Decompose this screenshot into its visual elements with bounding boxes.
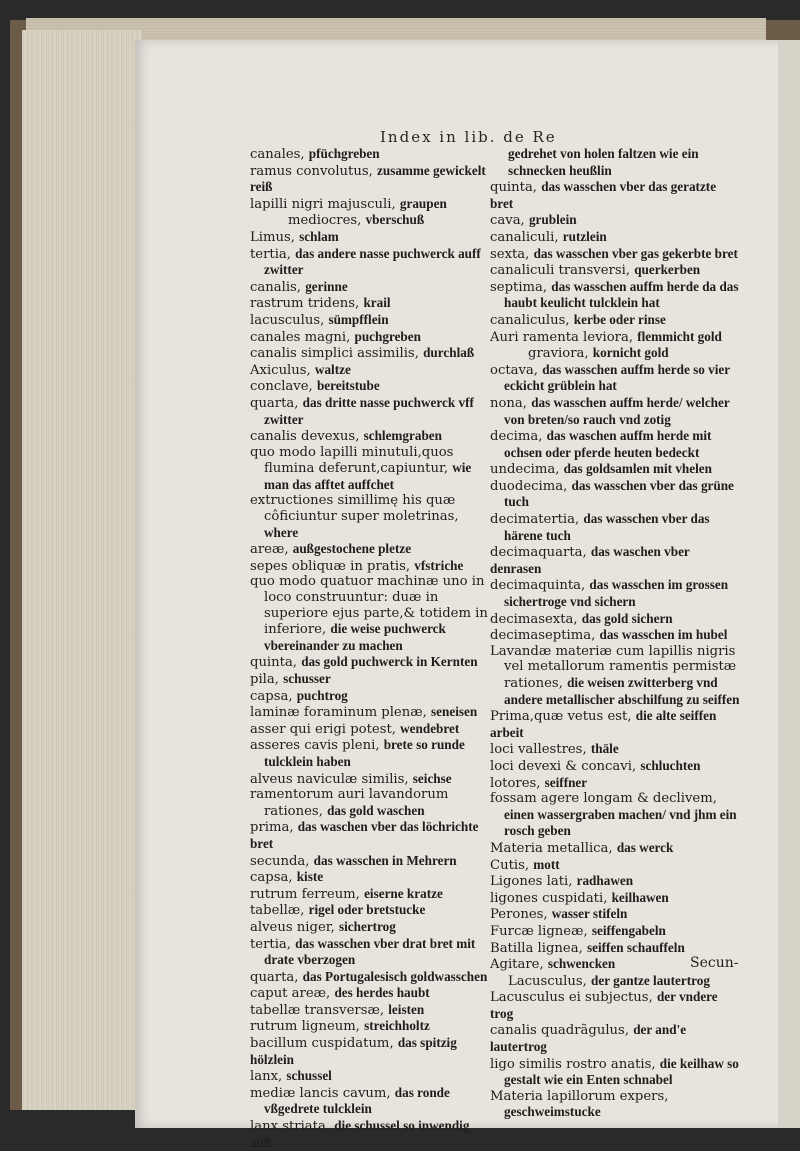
german-gloss: puchgreben <box>354 328 421 344</box>
index-entry <box>490 1022 740 1055</box>
latin-term: lapilli nigri majusculi, <box>250 196 400 212</box>
index-entry <box>490 312 740 329</box>
index-entry <box>250 819 490 852</box>
german-gloss: rutzlein <box>562 228 607 244</box>
index-entry <box>490 973 740 990</box>
german-gloss: das wasschen auffm herde so vier eckicht grüblein hat <box>504 361 730 394</box>
german-gloss: schluchten <box>640 757 701 773</box>
latin-term: decima, <box>490 429 547 445</box>
index-entry <box>250 853 490 870</box>
index-entry <box>490 279 740 312</box>
latin-term: tertia, <box>250 246 296 262</box>
german-gloss: gedrehet von holen faltzen wie ein schnecken heußlin <box>508 146 699 178</box>
index-entry <box>490 906 740 923</box>
latin-term: asser qui erigi potest, <box>250 721 401 737</box>
latin-term: Auri ramenta leviora, <box>490 329 638 345</box>
german-gloss: krail <box>363 295 391 311</box>
latin-term: cava, <box>490 213 529 229</box>
latin-term: lotores, <box>490 775 545 791</box>
index-entry <box>250 1118 490 1151</box>
latin-term: ramentorum auri lavandorum rationes, <box>250 787 449 819</box>
german-gloss: vberschuß <box>365 212 425 228</box>
index-entry <box>490 890 740 907</box>
german-gloss: wasser stifeln <box>551 906 628 922</box>
latin-term: Ligones lati, <box>490 874 577 890</box>
latin-term: extructiones simillimę his quæ côficiuntur super moletrinas, <box>250 493 459 525</box>
index-entry <box>250 493 490 541</box>
latin-term: canales magni, <box>250 329 355 345</box>
index-entry <box>250 558 490 575</box>
latin-term: canaliculus, <box>490 312 574 328</box>
german-gloss: pfüchgreben <box>308 146 380 161</box>
index-entry <box>490 428 740 461</box>
german-gloss: das spitzig hölzlein <box>250 1035 457 1067</box>
latin-term: loci vallestres, <box>490 742 591 758</box>
index-entry <box>490 146 740 179</box>
index-entry <box>250 886 490 903</box>
german-gloss: wie man das afftet auffchet <box>264 460 472 492</box>
index-entry <box>490 923 740 940</box>
german-gloss: kiste <box>296 869 324 885</box>
latin-term: mediæ lancis cavum, <box>250 1085 395 1101</box>
german-gloss: wendebret <box>400 720 460 736</box>
latin-term: Prima,quæ vetus est, <box>490 709 636 725</box>
german-gloss: seichse <box>412 770 452 786</box>
german-gloss: mott <box>533 856 560 872</box>
german-gloss: eiserne kratze <box>364 885 443 901</box>
german-gloss: das gold sichern <box>581 610 673 626</box>
german-gloss: radhawen <box>576 873 634 889</box>
german-gloss: schussel <box>286 1068 332 1084</box>
latin-term: quinta, <box>490 180 542 196</box>
latin-term: Agitare, <box>490 957 548 973</box>
index-entry <box>490 840 740 857</box>
index-entry <box>490 179 740 212</box>
german-gloss: des herdes haubt <box>334 985 430 1001</box>
index-entry <box>250 229 490 246</box>
latin-term: quinta, <box>250 655 302 671</box>
german-gloss: die alte seiffen arbeit <box>490 708 717 740</box>
index-entry <box>250 919 490 936</box>
german-gloss: puchtrog <box>296 687 348 703</box>
index-entry <box>250 654 490 671</box>
german-gloss: seiffengabeln <box>591 922 666 938</box>
latin-term: canalis, <box>250 279 306 295</box>
german-gloss: where <box>264 524 299 540</box>
index-entry <box>250 196 490 213</box>
latin-term: loci devexi & concavi, <box>490 758 641 774</box>
latin-term: tabellæ transversæ, <box>250 1002 389 1018</box>
german-gloss: zusamme gewickelt reiß <box>250 162 486 195</box>
german-gloss: bereitstube <box>316 378 380 394</box>
german-gloss: graupen <box>399 195 447 211</box>
index-entry <box>250 936 490 969</box>
german-gloss: das waschen auffm herde mit ochsen oder pferde heuten bedeckt <box>504 428 712 460</box>
index-entry <box>250 146 490 163</box>
latin-term: tertia, <box>250 936 296 952</box>
index-entry <box>490 708 740 741</box>
german-gloss: keilhawen <box>611 889 669 905</box>
index-entry <box>250 163 490 196</box>
latin-term: bacillum cuspidatum, <box>250 1036 398 1052</box>
latin-term: ligones cuspidati, <box>490 890 612 906</box>
index-entry <box>250 771 490 788</box>
index-column-right <box>490 146 740 1121</box>
latin-term: canales, <box>250 147 309 162</box>
latin-term: lanx striata, <box>250 1119 335 1135</box>
german-gloss: kerbe oder rinse <box>573 311 666 327</box>
german-gloss: das gold puchwerck in Kernten <box>301 654 478 670</box>
latin-term: decimaquarta, <box>490 545 591 561</box>
german-gloss: seiffen schauffeln <box>586 939 685 955</box>
index-entry <box>490 229 740 246</box>
latin-term: octava, <box>490 362 543 378</box>
index-entry <box>250 671 490 688</box>
index-entry <box>250 445 490 494</box>
latin-term: areæ, <box>250 542 293 558</box>
index-entry <box>490 577 740 610</box>
german-gloss: das ronde vßgedrete tulcklein <box>264 1084 450 1117</box>
german-gloss: die weise puchwerck vbereinander zu machen <box>264 621 446 653</box>
index-entry <box>490 940 740 957</box>
facing-page-edge <box>778 40 800 1128</box>
index-entry <box>250 378 490 395</box>
index-entry <box>250 869 490 886</box>
index-entry <box>490 857 740 874</box>
german-gloss: seneisen <box>431 704 478 720</box>
latin-term: capsa, <box>250 870 297 886</box>
latin-term: rutrum ferreum, <box>250 886 365 902</box>
catchword: Secun- <box>690 955 739 971</box>
latin-term: undecima, <box>490 462 564 478</box>
german-gloss: die keilhaw so gestalt wie ein Enten schnabel <box>504 1055 739 1088</box>
latin-term: Axiculus, <box>250 362 315 378</box>
index-entry <box>490 775 740 792</box>
latin-term: Lavandæ materiæ cum lapillis nigris vel metallorum ramentis permistæ rationes, <box>490 643 737 691</box>
index-entry <box>250 721 490 738</box>
latin-term: ramus convolutus, <box>250 163 377 179</box>
german-gloss: das wasschen vber das grüne tuch <box>504 477 734 510</box>
index-entry <box>250 737 490 770</box>
index-entry <box>490 758 740 775</box>
index-entry <box>250 1068 490 1085</box>
latin-term: tabellæ, <box>250 903 309 919</box>
german-gloss: das werck <box>616 839 674 855</box>
index-entry <box>250 1035 490 1068</box>
index-entry <box>250 902 490 919</box>
german-gloss: das andere nasse puchwerck auff zwitter <box>264 245 481 278</box>
latin-term: fossam agere longam & declivem, <box>490 791 717 807</box>
index-entry <box>250 969 490 986</box>
latin-term: alveus naviculæ similis, <box>250 771 413 787</box>
index-entry <box>490 989 740 1022</box>
german-gloss: das wasschen auffm herde da das haubt keulicht tulcklein hat <box>504 278 739 311</box>
index-entry <box>250 1002 490 1019</box>
index-entry <box>250 345 490 362</box>
german-gloss: kornicht gold <box>592 345 669 361</box>
german-gloss: schwencken <box>547 956 616 972</box>
index-entry <box>250 279 490 296</box>
latin-term: decimaquinta, <box>490 578 590 594</box>
latin-term: quo modo lapilli minutuli,quos flumina deferunt,capiuntur, <box>250 444 454 477</box>
latin-term: sexta, <box>490 246 534 262</box>
latin-term: sepes obliquæ in pratis, <box>250 558 415 574</box>
latin-term: secunda, <box>250 853 314 869</box>
index-entry <box>250 246 490 279</box>
index-entry <box>250 329 490 346</box>
german-gloss: schlemgraben <box>363 428 442 444</box>
german-gloss: der gantze lautertrog <box>591 972 710 988</box>
german-gloss: schlam <box>299 228 339 244</box>
latin-term: asseres cavis pleni, <box>250 738 384 754</box>
index-entry <box>490 1089 740 1121</box>
german-gloss: thäle <box>590 741 619 757</box>
index-entry <box>490 362 740 395</box>
index-entry <box>250 985 490 1002</box>
index-entry <box>490 1056 740 1089</box>
latin-term: decimatertia, <box>490 512 584 528</box>
latin-term: quarta, <box>250 969 303 985</box>
latin-term: lanx, <box>250 1069 287 1085</box>
latin-term: canalis quadrãgulus, <box>490 1023 634 1039</box>
index-entry <box>490 644 740 708</box>
index-entry <box>490 873 740 890</box>
index-entry <box>490 627 740 644</box>
index-entry <box>490 741 740 758</box>
german-gloss: die weisen zwitterberg vnd andere metallischer abschilfung zu seiffen <box>504 675 740 707</box>
german-gloss: das Portugalesisch goldwasschen <box>302 968 488 984</box>
index-entry <box>490 791 740 840</box>
german-gloss: der vndere trog <box>490 989 718 1021</box>
index-entry <box>490 329 740 346</box>
latin-term: Lacusculus, <box>508 973 592 989</box>
latin-term: Cutis, <box>490 857 534 873</box>
german-gloss: seiffner <box>544 774 588 790</box>
latin-term: canalis devexus, <box>250 429 364 445</box>
german-gloss: das dritte nasse puchwerck vff zwitter <box>264 394 474 427</box>
index-entry <box>490 611 740 628</box>
german-gloss: durchlaß <box>423 345 475 361</box>
index-entry <box>490 345 740 362</box>
german-gloss: das wasschen vber das geratzte bret <box>490 179 717 211</box>
german-gloss: grublein <box>528 212 577 228</box>
index-column-left <box>250 146 490 1151</box>
index-entry <box>250 295 490 312</box>
latin-term: Limus, <box>250 229 300 245</box>
latin-term: mediocres, <box>288 213 366 229</box>
german-gloss: einen wassergraben machen/ vnd jhm ein rosch geben <box>504 806 737 839</box>
index-entry <box>490 395 740 428</box>
latin-term: caput areæ, <box>250 986 335 1002</box>
german-gloss: das waschen vber das löchrichte bret <box>250 819 479 851</box>
latin-term: Batilla lignea, <box>490 940 587 956</box>
index-entry <box>490 246 740 263</box>
page-block-side-edge <box>22 30 142 1110</box>
latin-term: laminæ foraminum plenæ, <box>250 705 432 721</box>
latin-term: ligo similis rostro anatis, <box>490 1056 660 1072</box>
latin-term: graviora, <box>528 346 593 362</box>
index-entry <box>250 212 490 229</box>
latin-term: canalis simplici assimilis, <box>250 346 424 362</box>
german-gloss: das wasschen auffm herde/ welcher von breten/so rauch vnd zotig <box>504 394 730 427</box>
latin-term: capsa, <box>250 688 297 704</box>
german-gloss: flemmicht gold <box>637 328 722 344</box>
latin-term: decimasexta, <box>490 611 582 627</box>
index-entry <box>490 478 740 511</box>
index-entry <box>490 544 740 577</box>
latin-term: Materia metallica, <box>490 840 617 856</box>
latin-term: Perones, <box>490 907 552 923</box>
german-gloss: das gold waschen <box>327 802 425 818</box>
german-gloss: das wasschen in Mehrern <box>313 852 457 868</box>
latin-term: Lacusculus ei subjectus, <box>490 990 657 1006</box>
german-gloss: das wasschen vber gas gekerbte bret <box>533 245 738 261</box>
german-gloss: rigel oder bretstucke <box>308 902 426 918</box>
german-gloss: geschweimstucke <box>504 1104 601 1120</box>
index-entry <box>490 511 740 544</box>
german-gloss: leisten <box>388 1001 425 1017</box>
index-entry <box>250 362 490 379</box>
index-entry <box>250 541 490 558</box>
german-gloss: der and'e lautertrog <box>490 1022 687 1055</box>
german-gloss: das goldsamlen mit vhelen <box>563 461 712 477</box>
latin-term: Materia lapillorum expers, <box>490 1088 669 1104</box>
german-gloss: die schussel so inwendig auß- <box>250 1118 470 1150</box>
index-entry <box>250 787 490 819</box>
german-gloss: waltze <box>314 361 351 377</box>
latin-term: canaliculi, <box>490 229 563 245</box>
latin-term: quo modo quatuor machinæ uno in loco construuntur: duæ in superiore ejus parte,& totidem in inferiore, <box>250 574 488 638</box>
german-gloss: außgestochene pletze <box>292 541 412 557</box>
german-gloss: sichertrog <box>338 918 396 934</box>
index-entry <box>490 262 740 279</box>
latin-term: conclave, <box>250 379 317 395</box>
latin-term: pila, <box>250 672 284 687</box>
latin-term: Furcæ ligneæ, <box>490 923 592 939</box>
german-gloss: das wasschen im hubel <box>599 627 728 643</box>
latin-term: quarta, <box>250 395 303 411</box>
index-entry <box>250 428 490 445</box>
latin-term: nona, <box>490 395 532 411</box>
running-head: Index in lib. de Re <box>380 128 557 146</box>
index-entry <box>250 704 490 721</box>
index-entry <box>250 574 490 654</box>
latin-term: alveus niger, <box>250 919 339 935</box>
latin-term: decimaseptima, <box>490 628 600 644</box>
german-gloss: vfstriche <box>414 557 464 573</box>
latin-term: canaliculi transversi, <box>490 263 635 279</box>
index-entry <box>250 1018 490 1035</box>
latin-term: rastrum tridens, <box>250 296 364 312</box>
index-entry <box>250 312 490 329</box>
latin-term: lacusculus, <box>250 312 329 328</box>
german-gloss: das wasschen im grossen sichertroge vnd sichern <box>504 577 729 610</box>
german-gloss: gerinne <box>305 278 348 294</box>
index-entry <box>250 688 490 705</box>
index-entry <box>490 212 740 229</box>
german-gloss: schusser <box>283 671 331 686</box>
latin-term: duodecima, <box>490 478 572 494</box>
latin-term: prima, <box>250 820 298 836</box>
latin-term: rutrum ligneum, <box>250 1019 365 1035</box>
german-gloss: das wasschen vber das härene tuch <box>504 511 710 543</box>
german-gloss: brete so runde tulcklein haben <box>264 737 465 769</box>
german-gloss: querkerben <box>634 262 701 278</box>
german-gloss: das wasschen vber drat bret mit drate vberzogen <box>264 935 476 968</box>
german-gloss: sümpfflein <box>328 311 389 327</box>
latin-term: septima, <box>490 279 552 295</box>
index-entry <box>250 1085 490 1118</box>
index-entry <box>490 461 740 478</box>
german-gloss: streichholtz <box>364 1018 430 1034</box>
index-entry <box>250 395 490 428</box>
german-gloss: das waschen vber denrasen <box>490 544 690 576</box>
